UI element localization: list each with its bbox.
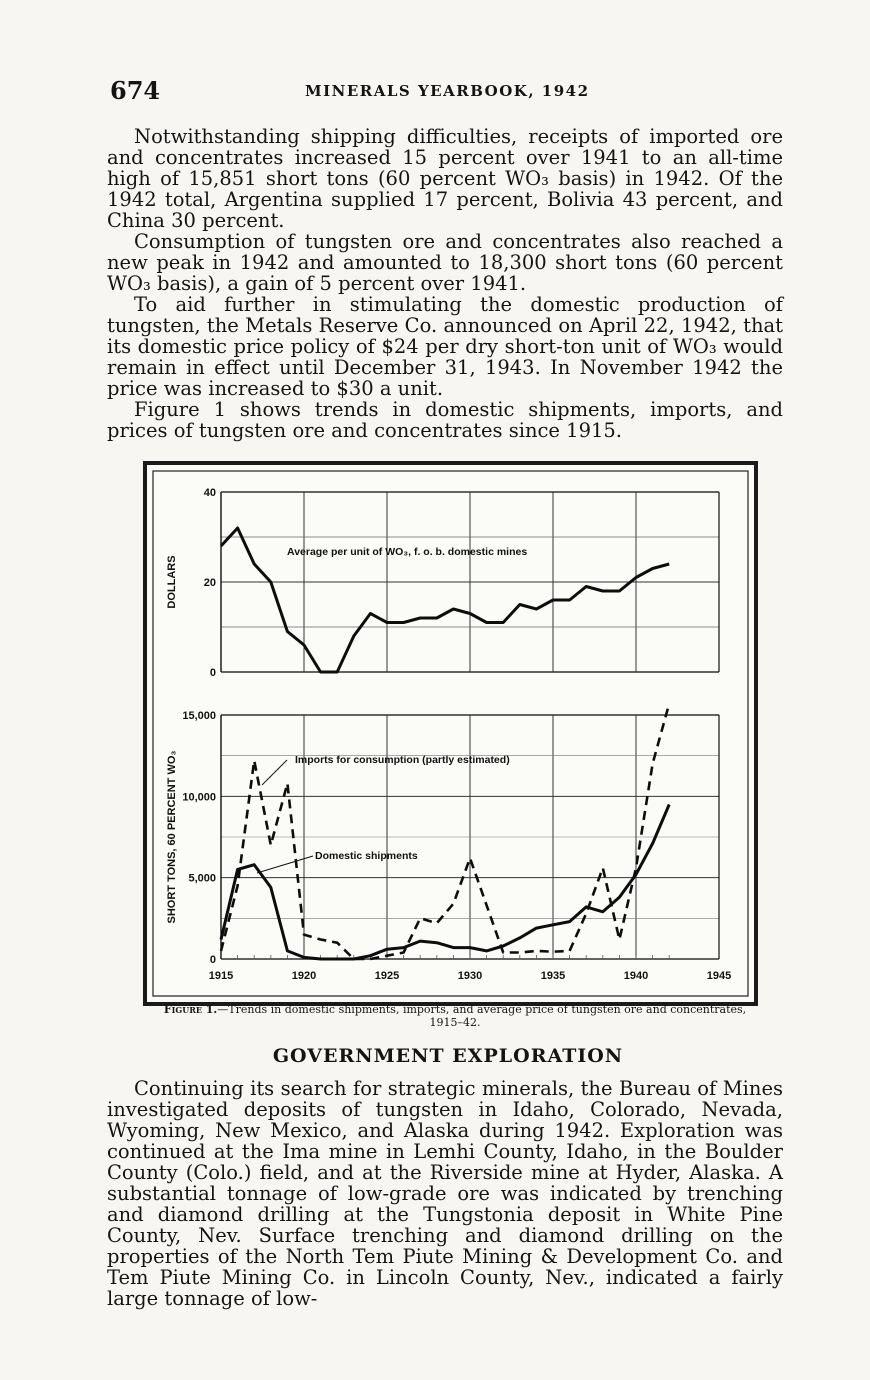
figure-1 xyxy=(143,461,758,1006)
leader-line xyxy=(262,760,287,785)
y-tick-label: 40 xyxy=(203,487,216,499)
running-head: MINERALS YEARBOOK, 1942 xyxy=(305,82,590,100)
figure-caption xyxy=(160,1003,750,1029)
y-tick-label: 5,000 xyxy=(188,872,216,885)
figure-chart xyxy=(147,465,754,1002)
figure-caption-label: Figure 1. xyxy=(163,1003,218,1016)
body-text-bottom xyxy=(107,1078,783,1309)
y-tick-label: 0 xyxy=(209,667,216,679)
x-tick-label: 1925 xyxy=(374,970,400,982)
figure-caption-text: —Trends in domestic shipments, imports, and average price of tungsten ore and concentrates, 1915–42. xyxy=(217,1003,747,1029)
x-tick-label: 1915 xyxy=(208,970,234,982)
series-label-domestic: Domestic shipments xyxy=(315,850,418,862)
paragraph: Notwithstanding shipping difficulties, receipts of imported ore and concentrates increased 15 percent over 1941 to an all-time high of 15,851 short tons (60 percent WO₃ basis) in 1942. Of the 1942 total, Argentina supplied 17 percent, Bolivia 43 percent, and China 30 percent. xyxy=(107,125,783,232)
y-tick-label: 0 xyxy=(209,954,216,966)
x-tick-label: 1920 xyxy=(291,970,317,982)
y-tick-label: 10,000 xyxy=(182,791,216,804)
paragraph: Figure 1 shows trends in domestic shipments, imports, and prices of tungsten ore and concentrates since 1915. xyxy=(107,398,783,442)
section-heading: GOVERNMENT EXPLORATION xyxy=(272,1045,624,1067)
y-tick-label: 20 xyxy=(203,577,216,589)
series-line xyxy=(221,805,669,960)
page-number: 674 xyxy=(110,76,161,105)
paragraph: Consumption of tungsten ore and concentrates also reached a new peak in 1942 and amounted to 18,300 short tons (60 percent WO₃ basis), a gain of 5 percent over 1941. xyxy=(107,230,783,295)
grid-layer xyxy=(221,492,719,959)
series-layer xyxy=(221,528,669,959)
series-line xyxy=(221,704,669,959)
x-tick-label: 1945 xyxy=(706,970,732,982)
paragraph: Continuing its search for strategic minerals, the Bureau of Mines investigated deposits of tungsten in Idaho, Colorado, Nevada, Wyoming, New Mexico, and Alaska during 1942. Exploration was continued at the Ima mine in Lemhi County, Idaho, in the Boulder County (Colo.) field, and at the Riverside mine at Hyder, Alaska. A substantial tonnage of low-grade ore was indicated by trenching and diamond drilling at the Tungstonia deposit in White Pine County, Nev. Surface trenching and diamond drilling on the properties of the North Tem Piute Mining & Development Co. and Tem Piute Mining Co. in Lincoln County, Nev., indicated a fairly large tonnage of low- xyxy=(107,1077,783,1310)
y-axis-label: SHORT TONS, 60 PERCENT WO₃ xyxy=(166,750,178,924)
body-text-top xyxy=(107,126,783,441)
x-tick-label: 1930 xyxy=(457,970,483,982)
axis-layer xyxy=(182,487,731,982)
series-label-imports: Imports for consumption (partly estimated) xyxy=(295,754,510,766)
x-tick-label: 1940 xyxy=(623,970,649,982)
x-tick-label: 1935 xyxy=(540,970,566,982)
leader-line xyxy=(257,856,313,873)
paragraph: To aid further in stimulating the domestic production of tungsten, the Metals Reserve Co. announced on April 22, 1942, that its domestic price policy of $24 per dry short-ton unit of WO₃ would remain in effect until December 31, 1943. In November 1942 the price was increased to $30 a unit. xyxy=(107,293,783,400)
series-label-price: Average per unit of WO₃, f. o. b. domestic mines xyxy=(287,546,528,558)
y-tick-label: 15,000 xyxy=(182,710,216,722)
y-axis-label: DOLLARS xyxy=(166,555,178,609)
